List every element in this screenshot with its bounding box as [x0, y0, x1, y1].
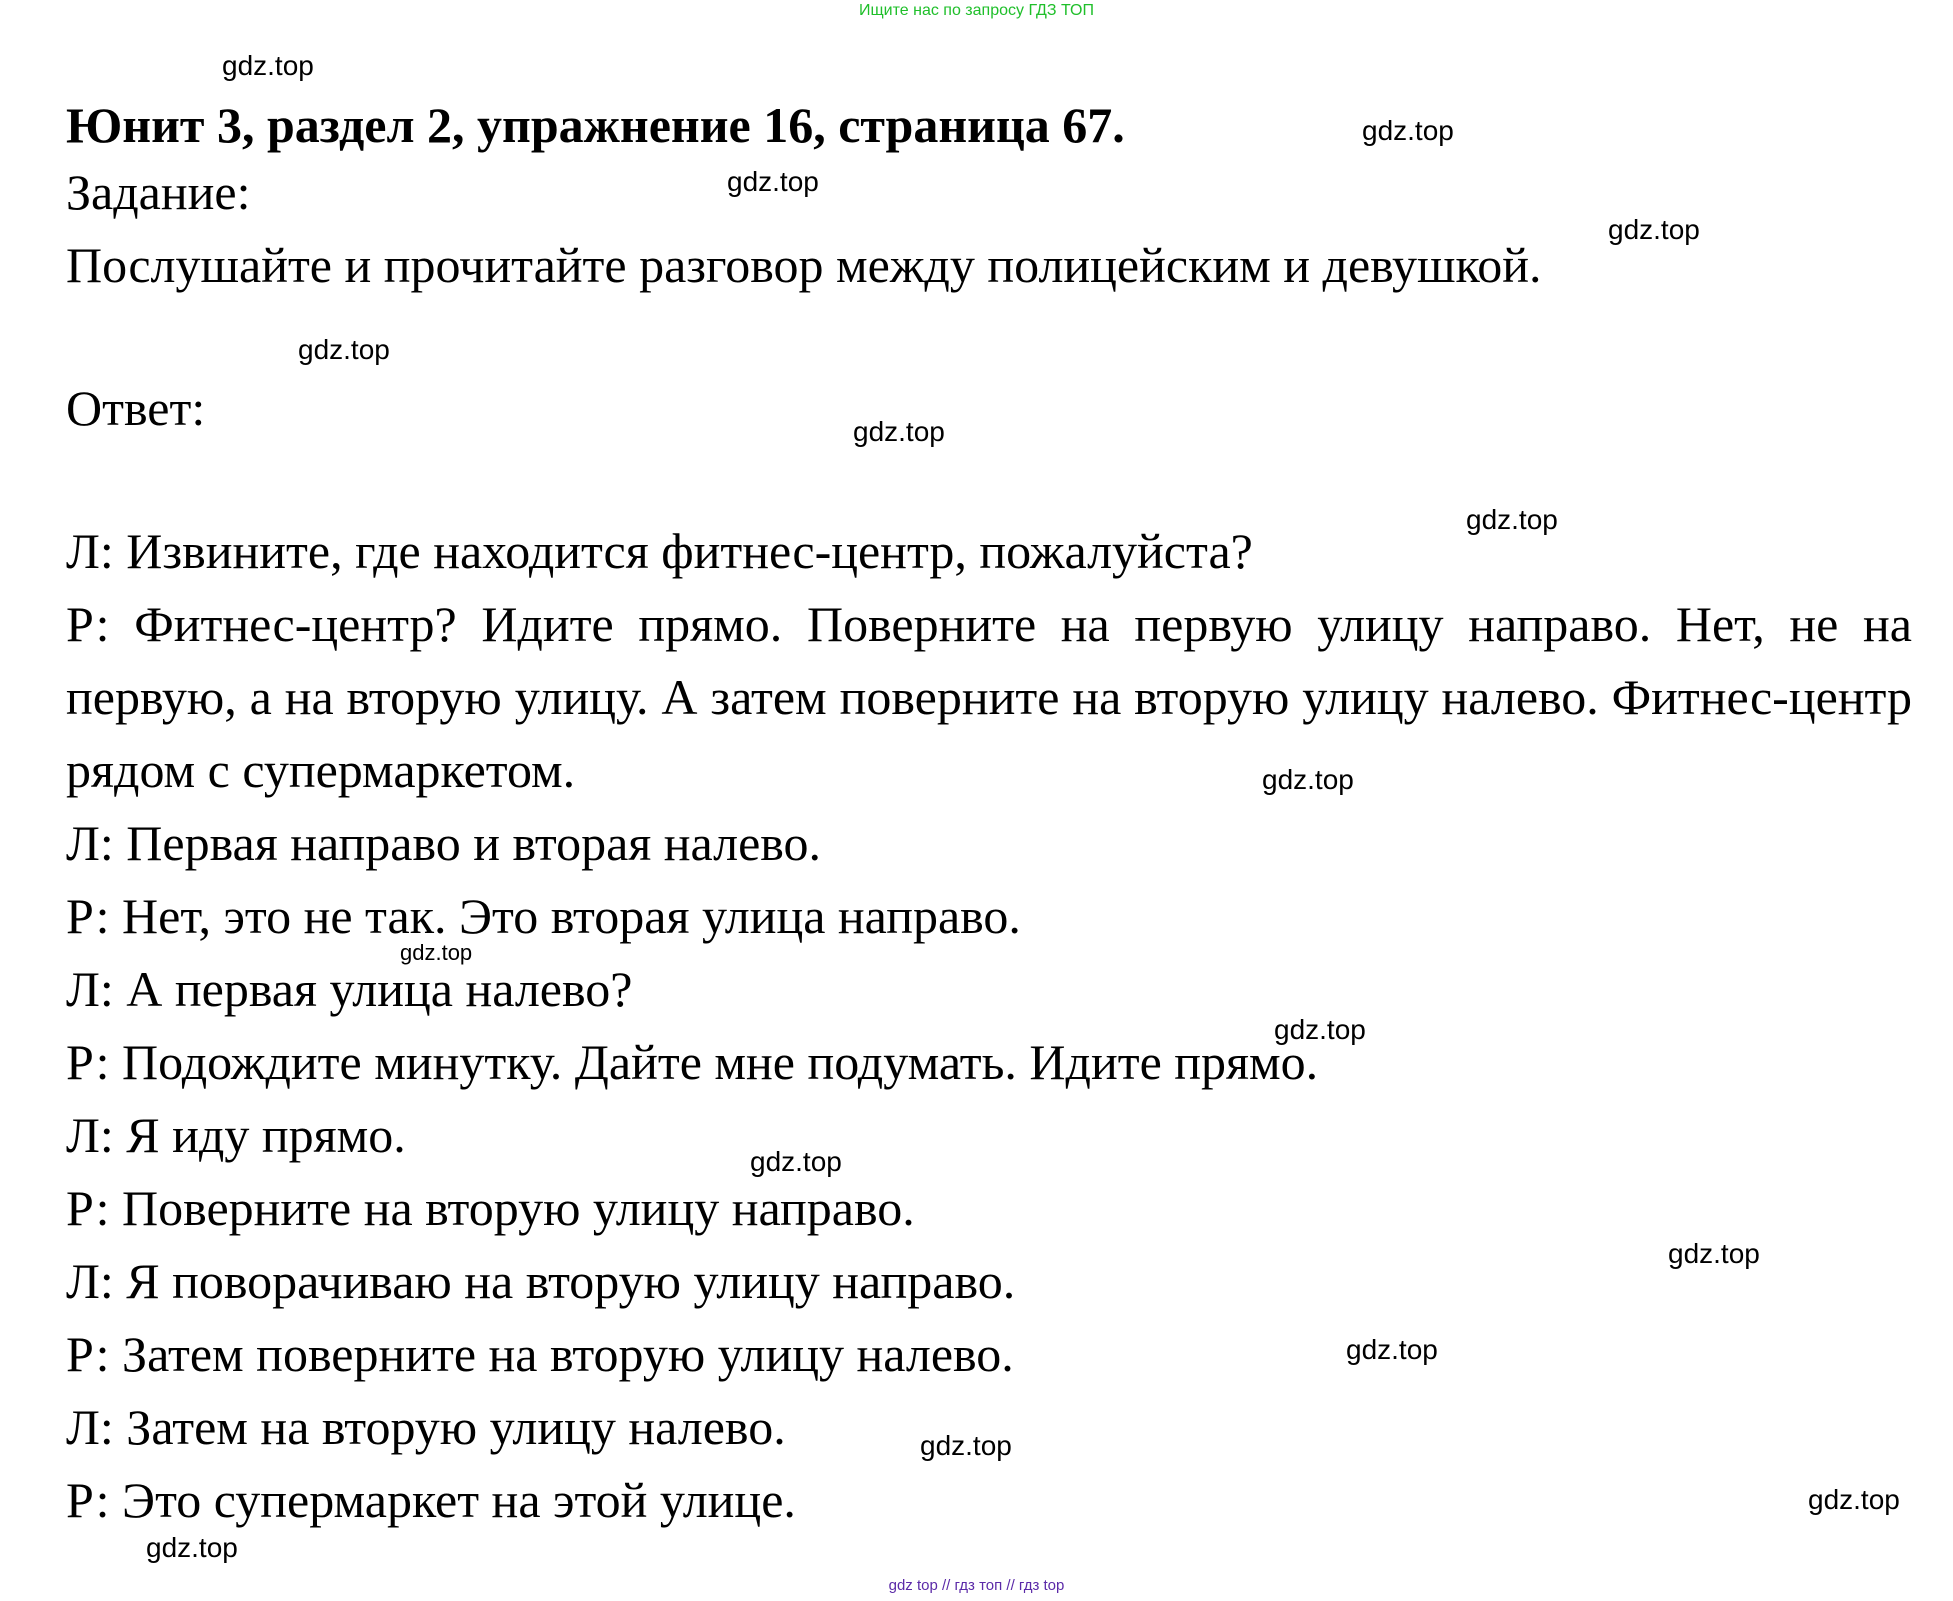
dialogue-line: Л: Затем на вторую улицу налево.: [66, 1399, 786, 1455]
dialogue-line: Р: Это супермаркет на этой улице.: [66, 1472, 796, 1528]
task-label: Задание:: [66, 164, 251, 220]
dialogue-line: Л: Я поворачиваю на вторую улицу направо.: [66, 1253, 1016, 1309]
footer-links[interactable]: gdz top // гдз топ // гдз top: [888, 1577, 1065, 1594]
watermark: gdz.top: [1608, 214, 1700, 245]
top-banner-link[interactable]: Ищите нас по запросу ГДЗ ТОП: [859, 2, 1094, 19]
watermark: gdz.top: [1262, 764, 1354, 795]
watermark: gdz.top: [920, 1430, 1012, 1461]
dialogue-line: Р: Подождите минутку. Дайте мне подумать. Идите прямо.: [66, 1034, 1319, 1090]
answer-label: Ответ:: [66, 380, 206, 436]
watermark: gdz.top: [222, 50, 314, 81]
watermark: gdz.top: [400, 940, 473, 965]
dialogue-line: Л: Я иду прямо.: [66, 1107, 406, 1163]
dialogue-line: Р: Затем поверните на вторую улицу налево.: [66, 1326, 1014, 1382]
dialogue-line: Р: Нет, это не так. Это вторая улица направо.: [66, 888, 1021, 944]
dialogue-line: Л: А первая улица налево?: [66, 961, 633, 1017]
dialogue-line: Р: Поверните на вторую улицу направо.: [66, 1180, 915, 1236]
task-text: Послушайте и прочитайте разговор между полицейским и девушкой.: [66, 237, 1542, 293]
dialogue-line: Р: Фитнес-центр? Идите прямо. Поверните на первую улицу направо. Нет, не на первую, а на вторую улицу. А затем поверните на вторую улицу налево. Фитнес-центр рядом с супермаркетом.: [66, 596, 1912, 798]
watermark: gdz.top: [146, 1532, 238, 1563]
dialogue-line: Л: Первая направо и вторая налево.: [66, 815, 822, 871]
watermark: gdz.top: [1808, 1484, 1900, 1515]
watermark: gdz.top: [1362, 115, 1454, 146]
dialogue-line: Л: Извините, где находится фитнес-центр, пожалуйста?: [66, 523, 1253, 579]
dialogue: [66, 515, 1912, 1537]
watermark: gdz.top: [298, 334, 390, 365]
watermark: gdz.top: [1668, 1238, 1760, 1269]
watermark: gdz.top: [727, 166, 819, 197]
watermark: gdz.top: [853, 416, 945, 447]
page-title: Юнит 3, раздел 2, упражнение 16, страница 67.: [66, 97, 1125, 153]
watermark: gdz.top: [1346, 1334, 1438, 1365]
watermark: gdz.top: [750, 1146, 842, 1177]
watermark: gdz.top: [1274, 1014, 1366, 1045]
watermark: gdz.top: [1466, 504, 1558, 535]
document-content: [66, 92, 1912, 1537]
